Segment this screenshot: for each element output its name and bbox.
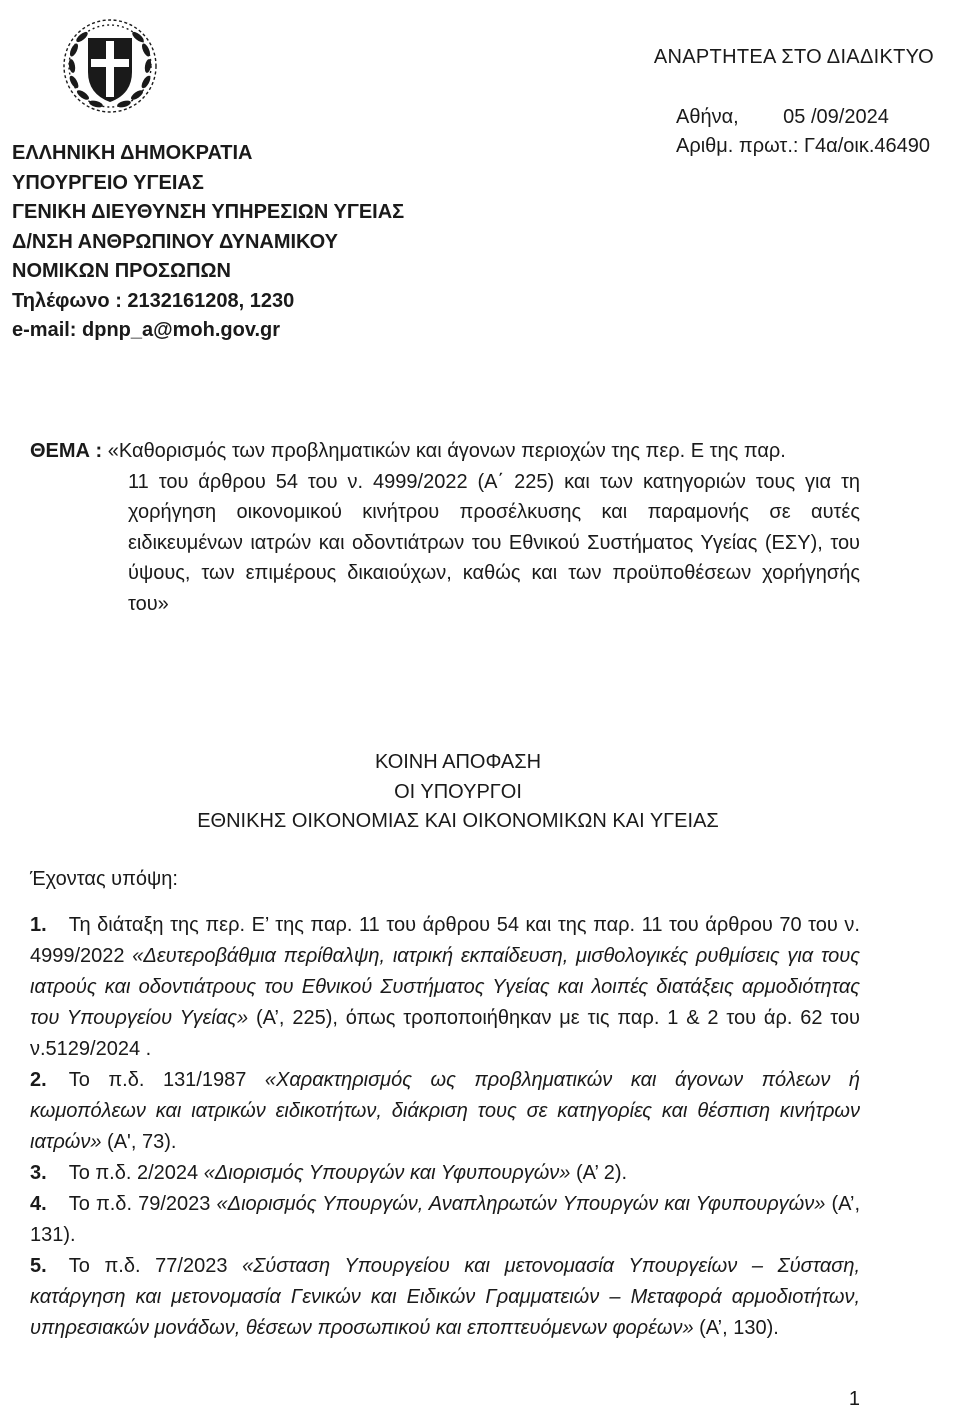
- decision-ministries: ΕΘΝΙΚΗΣ ΟΙΚΟΝΟΜΙΑΣ ΚΑΙ ΟΙΚΟΝΟΜΙΚΩΝ ΚΑΙ ΥΓΕΙΑΣ: [197, 810, 719, 832]
- page-number: 1: [848, 1388, 860, 1410]
- issuer-line: ΕΛΛΗΝΙΚΗ ΔΗΜΟΚΡΑΤΙΑ: [12, 142, 253, 164]
- item-tail: (A', 73).: [101, 1131, 177, 1153]
- date-protocol-block: [676, 103, 930, 161]
- considering-heading: Έχοντας υπόψη:: [30, 868, 178, 890]
- issuer-line: ΝΟΜΙΚΩΝ ΠΡΟΣΩΠΩΝ: [12, 260, 231, 282]
- decision-subtitle: ΟΙ ΥΠΟΥΡΓΟΙ: [394, 780, 522, 803]
- subject-text-rest: 11 του άρθρου 54 του ν. 4999/2022 (Α΄ 225) και των κατηγοριών τους για τη χορήγηση οικονομικού κινήτρου προσέλκυσης και παραμονής σε αυτές ειδικευμένων ιατρών και οδοντιάτρων του Εθνικού Συστήματος Υγείας (ΕΣΥ), του ύψους, των επιμέρους δικαιούχων, καθώς και των προϋποθέσεων χορήγησής του»: [128, 470, 860, 615]
- item-number: 3.: [30, 1162, 47, 1184]
- item-lead: Το π.δ. 77/2023: [68, 1255, 243, 1277]
- item-citation: «Διορισμός Υπουργών και Υφυπουργών»: [203, 1162, 571, 1184]
- subject-block: [30, 436, 860, 619]
- list-item: [30, 1189, 860, 1251]
- item-tail: (Α’, 225), όπως τροποποιήθηκαν με τις παρ. 1 & 2 του άρ. 62 του ν.5129/2024 .: [30, 1007, 860, 1060]
- decision-heading: [0, 748, 916, 837]
- date-value: 05 /09/2024: [783, 106, 889, 128]
- date-line: [676, 103, 930, 132]
- issuer-email: e-mail: dpnp_a@moh.gov.gr: [12, 319, 281, 341]
- item-number: 4.: [30, 1193, 47, 1215]
- subject-label: ΘΕΜΑ :: [30, 440, 103, 462]
- item-lead: Το π.δ. 79/2023: [68, 1193, 217, 1215]
- item-citation: «Σύσταση Υπουργείου και μετονομασία Υπουργείων – Σύσταση, κατάργηση και μετονομασία Γενικών και Ειδικών Γραμματειών – Μεταφορά αρμοδιοτήτων, υπηρεσιακών μονάδων, θέσεων προσωπικού και εποπτευόμενων φορέων»: [30, 1255, 861, 1339]
- item-tail: (Α’ 2).: [570, 1162, 628, 1184]
- issuer-line: ΥΠΟΥΡΓΕΙΟ ΥΓΕΙΑΣ: [12, 171, 204, 194]
- list-item: [30, 910, 860, 1065]
- date-city: Αθήνα,: [676, 106, 739, 128]
- decision-title: ΚΟΙΝΗ ΑΠΟΦΑΣΗ: [374, 751, 542, 773]
- coat-of-arms-logo: [58, 14, 162, 118]
- issuer-line: Δ/ΝΣΗ ΑΝΘΡΩΠΙΝΟΥ ΔΥΝΑΜΙΚΟΥ: [12, 230, 338, 253]
- item-lead: Το π.δ. 2/2024: [68, 1162, 204, 1184]
- item-citation: «Χαρακτηρισμός ως προβληματικών και άγονων πόλεων ή κωμοπόλεων και ιατρικών ειδικοτήτων, διάκριση τους σε κατηγορίες και θέσπιση κινήτρων ιατρών»: [30, 1069, 860, 1153]
- item-number: 5.: [30, 1255, 47, 1277]
- issuer-line: ΓΕΝΙΚΗ ΔΙΕΥΘΥΝΣΗ ΥΠΗΡΕΣΙΩΝ ΥΓΕΙΑΣ: [12, 201, 405, 223]
- protocol-number: Αριθμ. πρωτ.: Γ4α/οικ.46490: [676, 135, 930, 157]
- considerations-list: [30, 910, 860, 1344]
- issuer-phone: Τηλέφωνο : 2132161208, 1230: [12, 289, 295, 312]
- item-tail: (Α’, 131).: [30, 1193, 860, 1246]
- item-citation: «Διορισμός Υπουργών, Αναπληρωτών Υπουργών και Υφυπουργών»: [216, 1193, 826, 1215]
- item-tail: (Α’, 130).: [693, 1317, 779, 1339]
- subject-text-start: «Καθορισμός των προβληματικών και άγονων περιοχών της περ. Ε της παρ.: [107, 440, 786, 462]
- item-citation: «Δευτεροβάθμια περίθαλψη, ιατρική εκπαίδευση, μισθολογικές ρυθμίσεις για τους ιατρούς και οδοντιάτρους του Εθνικού Συστήματος Υγείας και λοιπές διατάξεις αρμοδιότητας του Υπουργείου Υγείας»: [30, 945, 860, 1029]
- item-number: 1.: [30, 914, 47, 936]
- posted-online-notice: ΑΝΑΡΤΗΤΕΑ ΣΤΟ ΔΙΑΔΙΚΤΥΟ: [653, 46, 934, 68]
- list-item: [30, 1158, 860, 1189]
- item-lead: Τη διάταξη της περ. Ε’ της παρ. 11 του άρθρου 54 και της παρ. 11 του άρθρου 70 του ν. 4999/2022: [30, 914, 860, 967]
- item-number: 2.: [30, 1069, 47, 1091]
- list-item: [30, 1251, 860, 1344]
- subject-first-line: [30, 436, 860, 467]
- issuer-block: [12, 139, 404, 346]
- list-item: [30, 1065, 860, 1158]
- item-lead: Το π.δ. 131/1987: [68, 1069, 265, 1091]
